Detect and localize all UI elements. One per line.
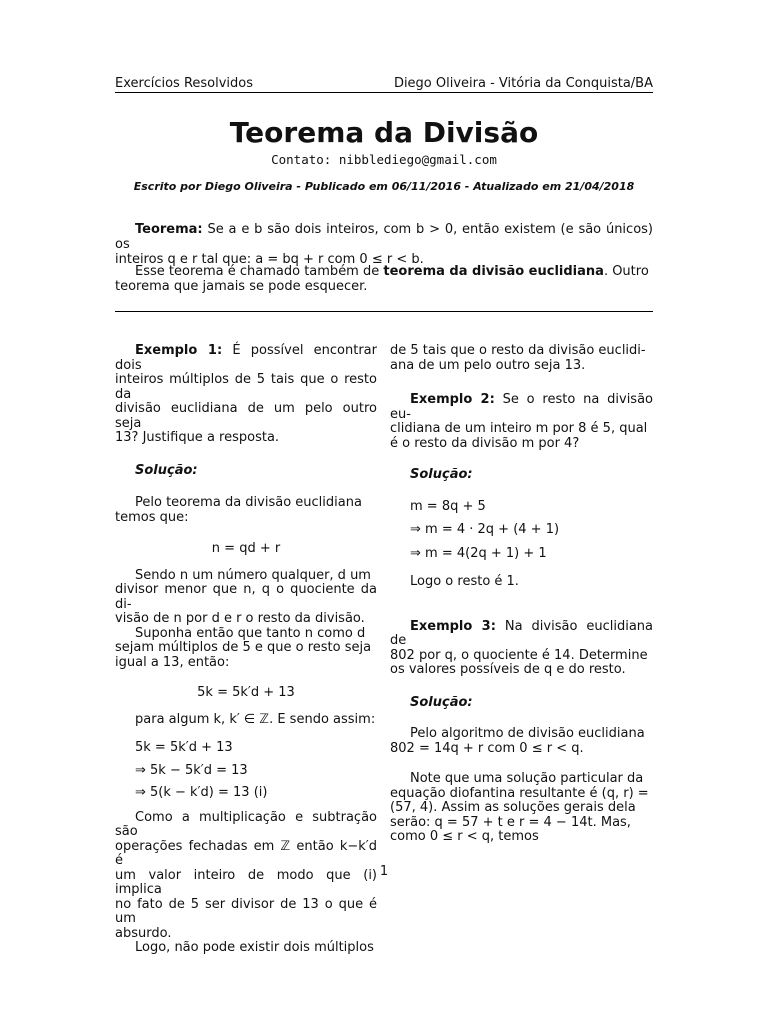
solution3-heading: Solução: bbox=[410, 694, 473, 710]
sol1-p6-line1: Logo, não pode existir dois múltiplos bbox=[135, 940, 374, 955]
sol1-p1-line1: Pelo teorema da divisão euclidiana bbox=[135, 495, 362, 510]
ex2-equation3: ⇒ m = 4(2q + 1) + 1 bbox=[410, 545, 547, 561]
solution-heading: Solução: bbox=[135, 462, 198, 478]
intro-text-line2: teorema que jamais se pode esquecer. bbox=[115, 279, 368, 294]
running-header-left: Exercícios Resolvidos bbox=[115, 76, 254, 91]
example1-line3: divisão euclidiana de um pelo outro seja bbox=[115, 401, 377, 431]
example3-line2: 802 por q, o quociente é 14. Determine bbox=[390, 647, 648, 663]
sol1-p2-line3: visão de n por d e r o resto da divisão. bbox=[115, 611, 365, 626]
sol1-p5-line3: um valor inteiro de modo que (i) implica bbox=[115, 867, 377, 897]
example3-line1: Na divisão euclidiana de bbox=[390, 618, 654, 648]
sol1-p3-line1: Suponha então que tanto n como d bbox=[135, 625, 366, 641]
example2-line2: clidiana de um inteiro m por 8 é 5, qual bbox=[390, 421, 648, 436]
sol1-p5-line5: absurdo. bbox=[115, 925, 172, 941]
sol1-p5-line4: no fato de 5 ser divisor de 13 o que é um bbox=[115, 896, 377, 926]
ex3-p2-line3: (57, 4). Assim as soluções gerais dela bbox=[390, 800, 636, 815]
ex3-p2-line2: equação diofantina resultante é (q, r) = bbox=[390, 785, 649, 801]
example1-line4: 13? Justifique a resposta. bbox=[115, 430, 280, 445]
intro-paragraph bbox=[115, 264, 653, 294]
sol1-p5-line2: operações fechadas em ℤ então k−k′d é bbox=[115, 838, 377, 868]
sol1-p2-line1: Sendo n um número qualquer, d um bbox=[135, 567, 371, 583]
sol1-p4: para algum k, k′ ∈ ℤ. E sendo assim: bbox=[135, 711, 376, 727]
theorem-paragraph bbox=[115, 222, 653, 267]
example2-label: Exemplo 2: bbox=[410, 392, 495, 407]
ex3-p2-line4: serão: q = 57 + t e r = 4 − 14t. Mas, bbox=[390, 814, 631, 830]
example1-line2: inteiros múltiplos de 5 tais que o resto da bbox=[115, 372, 377, 402]
equation-step1: 5k = 5k′d + 13 bbox=[135, 740, 233, 755]
intro-text-a: Esse teorema é chamado também de bbox=[135, 264, 380, 279]
example3-line3: os valores possíveis de q e do resto. bbox=[390, 662, 626, 677]
equation-n: n = qd + r bbox=[211, 541, 281, 556]
ex3-p1-line1: Pelo algoritmo de divisão euclidiana bbox=[410, 726, 645, 741]
page-title: Teorema da Divisão bbox=[229, 116, 539, 149]
example2-line3: é o resto da divisão m por 4? bbox=[390, 435, 580, 451]
intro-text-b: . Outro bbox=[603, 264, 649, 279]
equation-step2: ⇒ 5k − 5k′d = 13 bbox=[135, 762, 248, 778]
theorem-text-1: Se a e b são dois inteiros, com b > 0, então existem (e são únicos) os bbox=[115, 222, 653, 252]
ex3-p2-line1: Note que uma solução particular da bbox=[410, 771, 644, 786]
example1-line1: É possível encontrar dois bbox=[115, 343, 377, 373]
example1-label: Exemplo 1: bbox=[135, 343, 223, 358]
ex2-equation2: ⇒ m = 4 · 2q + (4 + 1) bbox=[410, 522, 560, 537]
running-header-right: Diego Oliveira - Vitória da Conquista/BA bbox=[393, 76, 653, 91]
sol1-p3-line3: igual a 13, então: bbox=[115, 654, 230, 670]
ex2-result: Logo o resto é 1. bbox=[410, 574, 519, 589]
header-divider bbox=[115, 92, 653, 93]
equation-5k: 5k = 5k′d + 13 bbox=[197, 685, 295, 700]
ex3-p2-line5: como 0 ≤ r < q, temos bbox=[390, 829, 539, 844]
sol1-p3-line2: sejam múltiplos de 5 e que o resto seja bbox=[115, 640, 372, 655]
example2-line1: Se o resto na divisão eu- bbox=[390, 392, 653, 422]
ex2-equation1: m = 8q + 5 bbox=[410, 498, 486, 514]
intro-bold-term: teorema da divisão euclidiana bbox=[383, 264, 604, 279]
example3-label: Exemplo 3: bbox=[410, 618, 496, 634]
continued-line1: de 5 tais que o resto da divisão euclidi- bbox=[390, 343, 646, 358]
equation-step3: ⇒ 5(k − k′d) = 13 (i) bbox=[135, 785, 268, 800]
sol1-p2-line2: divisor menor que n, q o quociente da di- bbox=[115, 582, 377, 612]
contact-line: Contato: nibblediego@gmail.com bbox=[271, 152, 497, 167]
continued-line2: ana de um pelo outro seja 13. bbox=[390, 357, 586, 373]
theorem-label: Teorema: bbox=[135, 222, 203, 237]
section-divider bbox=[115, 311, 653, 312]
page-number: 1 bbox=[379, 864, 389, 879]
sol1-p5-line1: Como a multiplicação e subtração são bbox=[115, 809, 377, 839]
theorem-text-2: inteiros q e r tal que: a = bq + r com 0 ≤ r < b. bbox=[115, 252, 424, 267]
solution2-heading: Solução: bbox=[410, 467, 473, 482]
right-column bbox=[390, 344, 653, 845]
sol1-p1-line2: temos que: bbox=[115, 509, 189, 525]
byline: Escrito por Diego Oliveira - Publicado em 06/11/2016 - Atualizado em 21/04/2018 bbox=[133, 180, 635, 193]
ex3-p1-line2: 802 = 14q + r com 0 ≤ r < q. bbox=[390, 740, 584, 756]
